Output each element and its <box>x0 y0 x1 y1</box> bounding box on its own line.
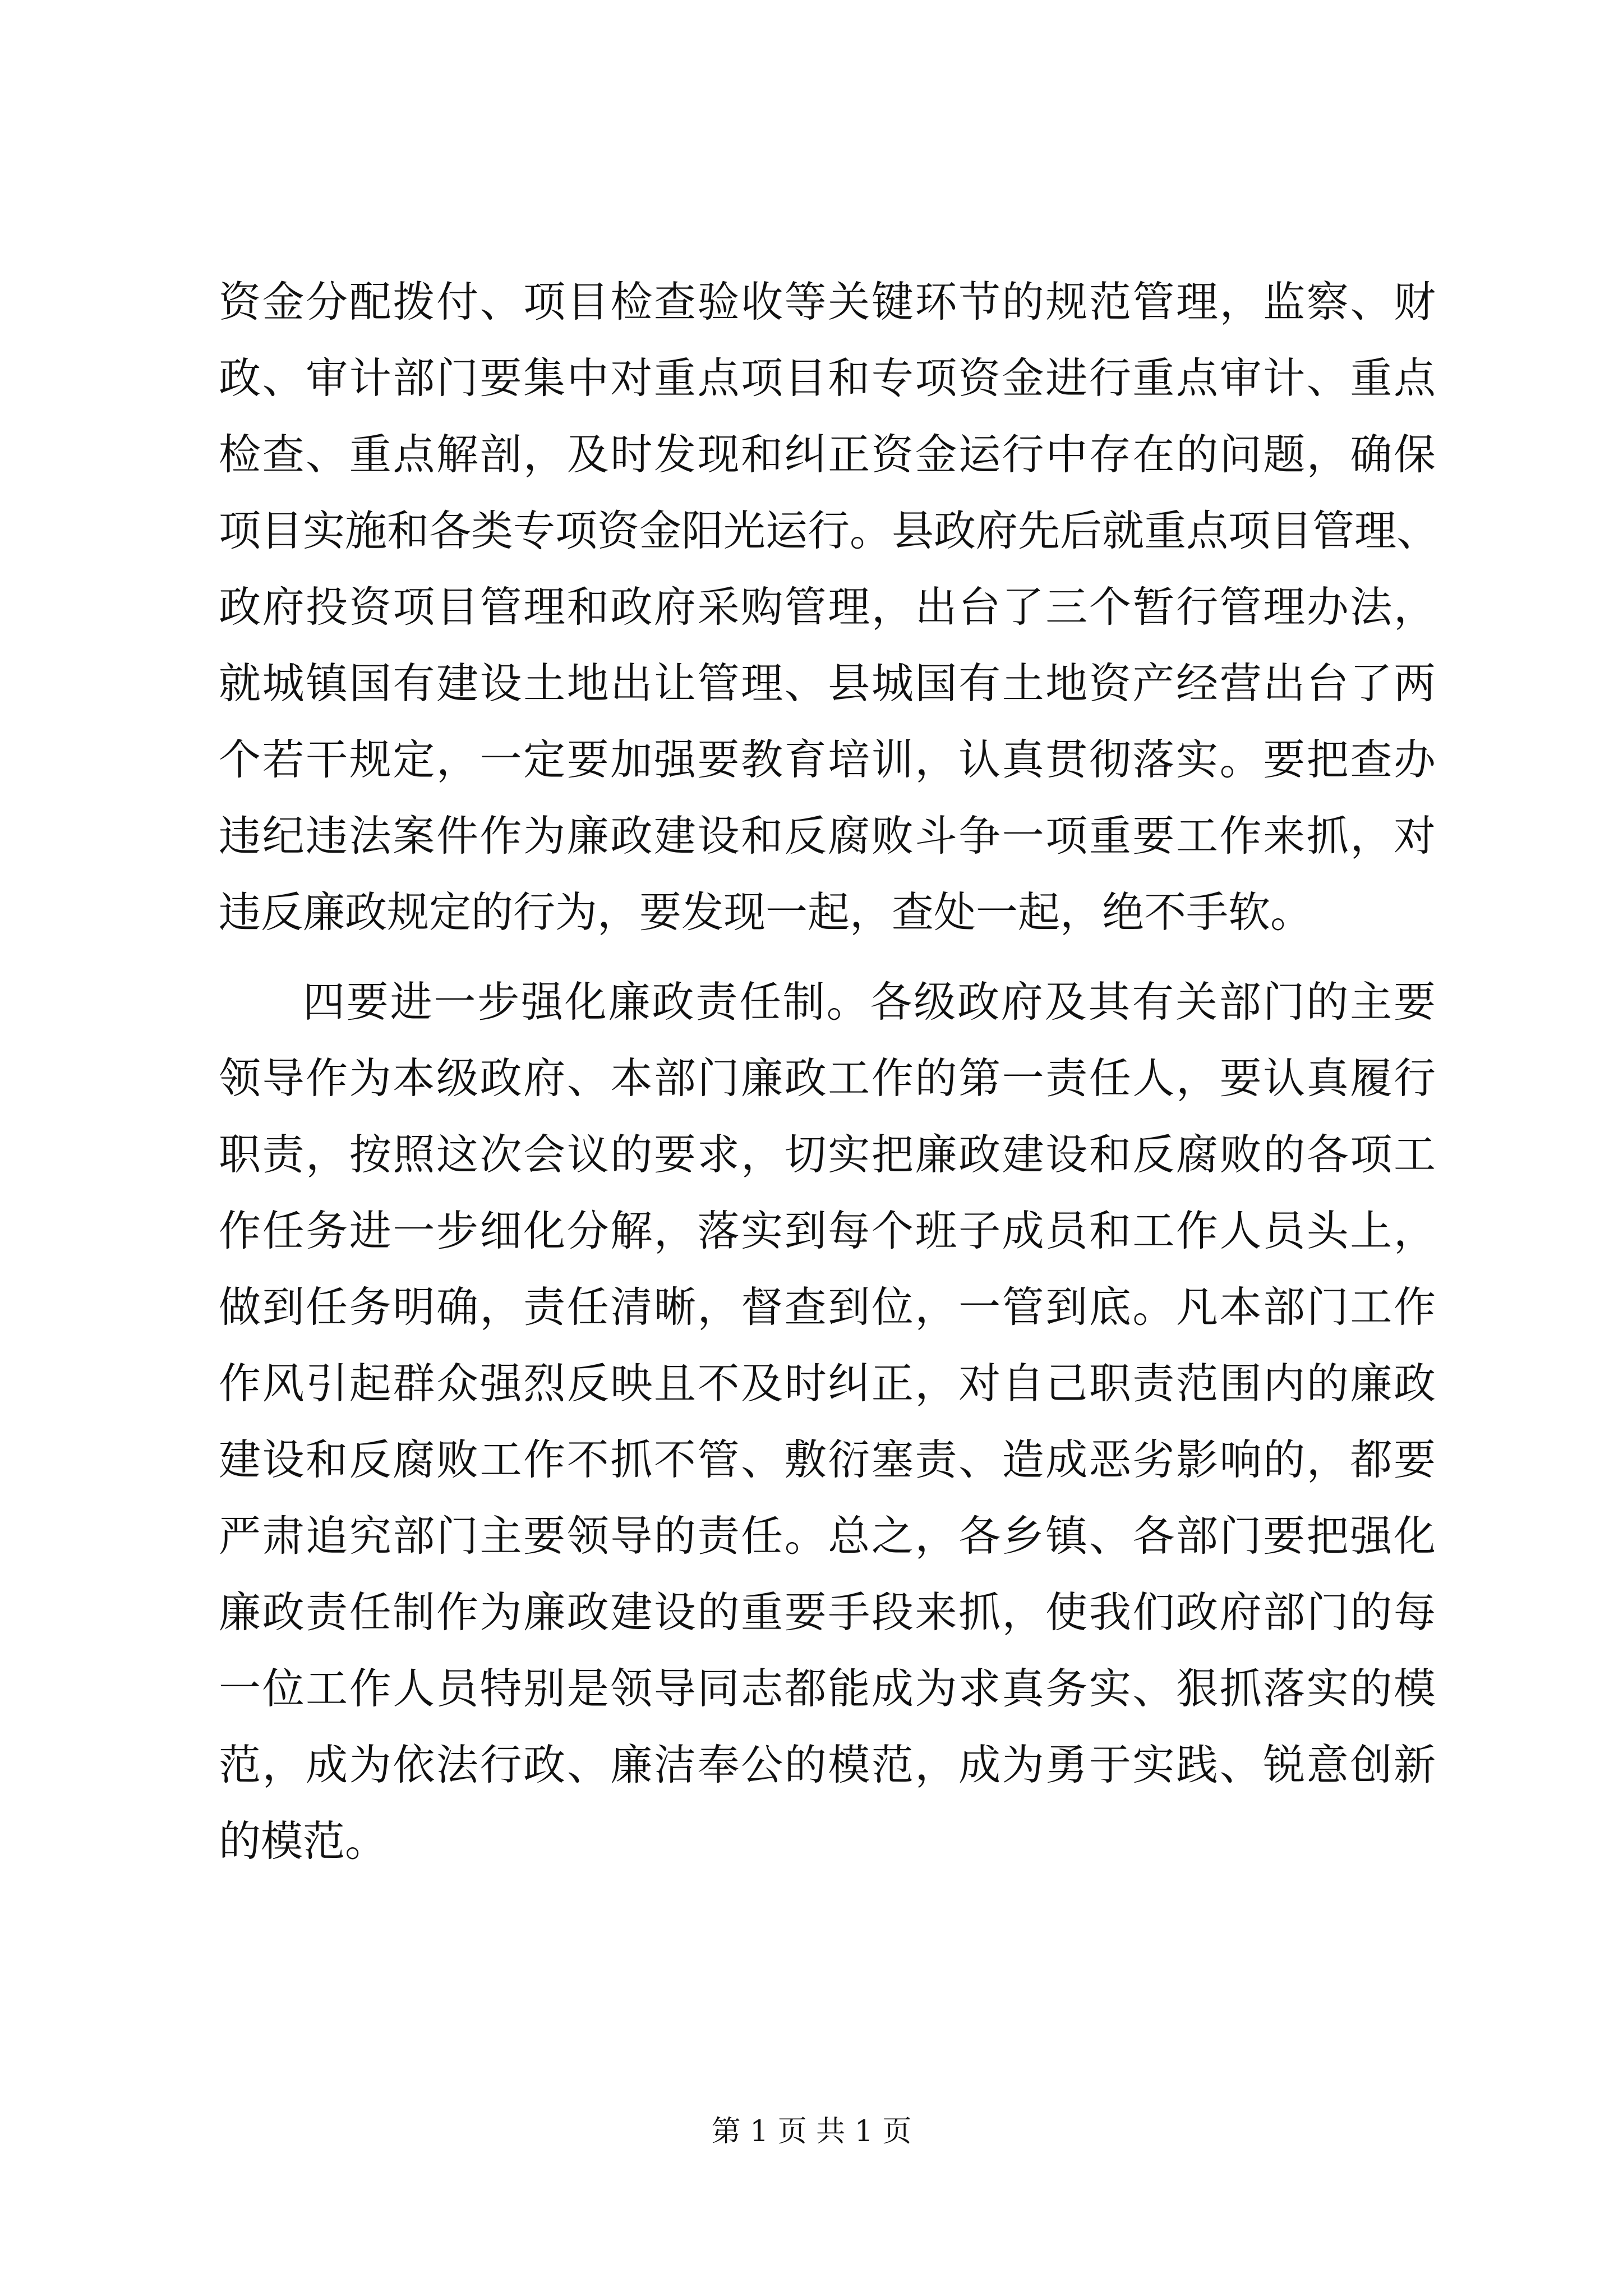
text-line: 资金分配拨付、项目检查验收等关键环节的规范管理，监察、财 <box>219 277 1436 326</box>
text-line: 作任务进一步细化分解，落实到每个班子成员和工作人员头上， <box>219 1206 1436 1255</box>
text-line: 就城镇国有建设土地出让管理、县城国有土地资产经营出台了两 <box>219 659 1436 708</box>
paragraph-1 <box>219 264 1439 950</box>
text-line: 检查、重点解剖，及时发现和纠正资金运行中存在的问题，确保 <box>219 430 1436 479</box>
paragraph-2 <box>219 964 1436 1879</box>
text-line: 一位工作人员特别是领导同志都能成为求真务实、狠抓落实的模 <box>219 1664 1436 1713</box>
text-line: 政府投资项目管理和政府采购管理，出台了三个暂行管理办法， <box>219 582 1436 632</box>
text-line: 严肃追究部门主要领导的责任。总之，各乡镇、各部门要把强化 <box>219 1511 1436 1561</box>
text-line: 职责，按照这次会议的要求，切实把廉政建设和反腐败的各项工 <box>219 1130 1436 1179</box>
text-line: 政、审计部门要集中对重点项目和专项资金进行重点审计、重点 <box>219 353 1436 403</box>
text-line: 范，成为依法行政、廉洁奉公的模范，成为勇于实践、锐意创新 <box>219 1740 1436 1789</box>
text-line: 违反廉政规定的行为，要发现一起，查处一起，绝不手软。 <box>219 887 1313 937</box>
text-line: 的模范。 <box>219 1816 388 1866</box>
text-line: 领导作为本级政府、本部门廉政工作的第一责任人，要认真履行 <box>219 1053 1436 1103</box>
text-line: 个若干规定，一定要加强要教育培训，认真贯彻落实。要把查办 <box>219 735 1436 784</box>
text-line: 违纪违法案件作为廉政建设和反腐败斗争一项重要工作来抓，对 <box>219 811 1436 861</box>
text-line: 廉政责任制作为廉政建设的重要手段来抓，使我们政府部门的每 <box>219 1588 1436 1637</box>
text-line: 项目实施和各类专项资金阳光运行。县政府先后就重点项目管理、 <box>219 506 1439 555</box>
body-text <box>219 264 1439 1879</box>
text-line: 作风引起群众强烈反映且不及时纠正，对自己职责范围内的廉政 <box>219 1359 1436 1408</box>
paragraph-spacer <box>219 950 1436 964</box>
page-number-footer: 第 1 页 共 1 页 <box>711 2115 912 2148</box>
text-line: 做到任务明确，责任清晰，督查到位，一管到底。凡本部门工作 <box>219 1282 1436 1332</box>
text-line: 四要进一步强化廉政责任制。各级政府及其有关部门的主要 <box>303 977 1436 1027</box>
text-line: 建设和反腐败工作不抓不管、敷衍塞责、造成恶劣影响的，都要 <box>219 1435 1436 1484</box>
